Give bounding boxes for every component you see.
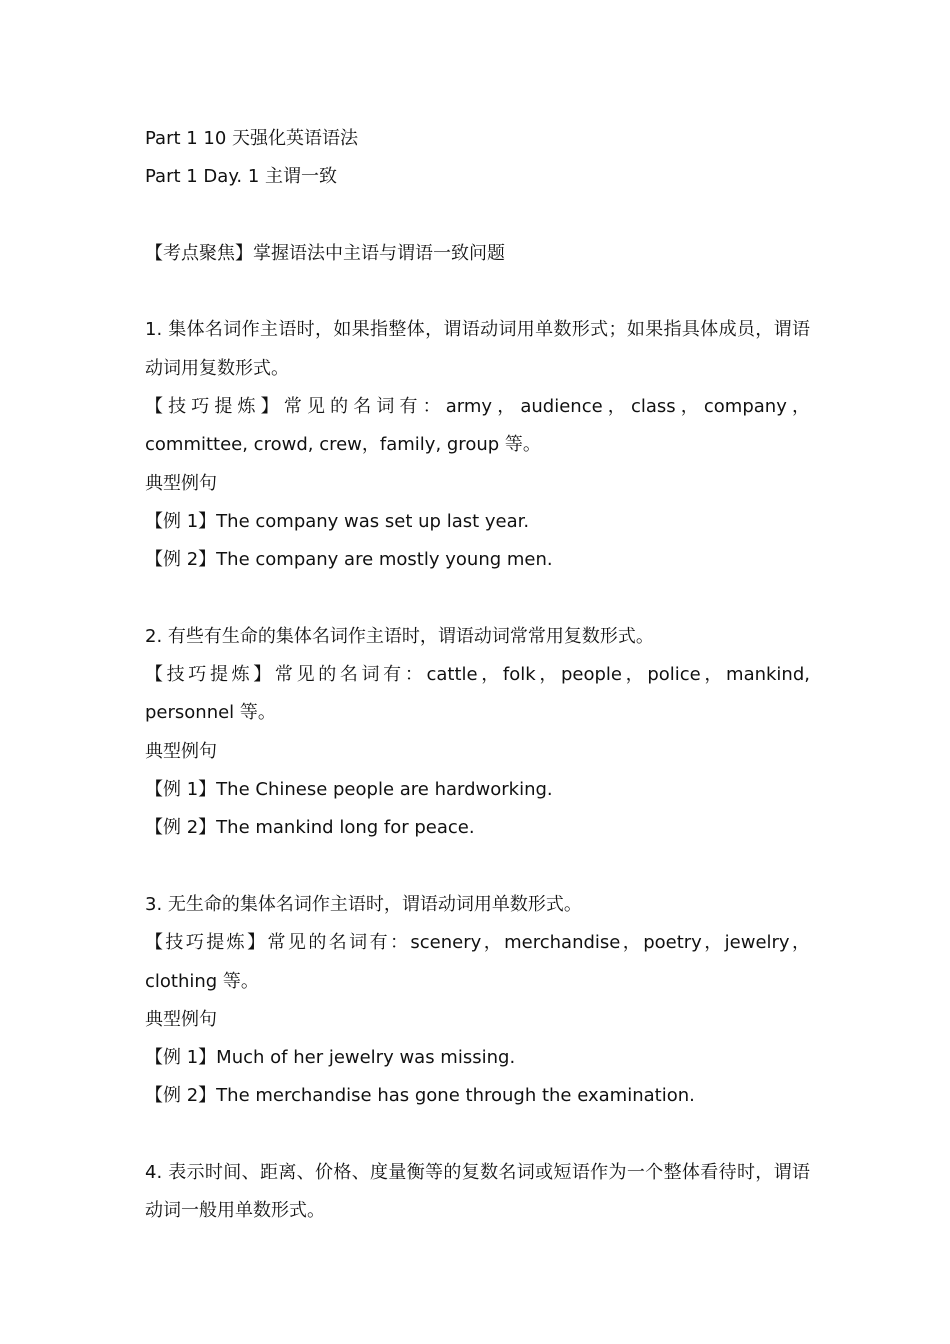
spacer	[145, 580, 810, 618]
examples-label-2: 典型例句	[145, 740, 217, 762]
document-title: Part 1 10 天强化英语语法	[145, 128, 359, 149]
example-1-2: 【例 2】The company are mostly young men.	[145, 549, 553, 571]
spacer	[145, 848, 810, 886]
rule-2: 2. 有些有生命的集体名词作主语时，谓语动词常常用复数形式。	[145, 625, 654, 647]
rule-4: 4. 表示时间、距离、价格、度量衡等的复数名词或短语作为一个整体看待时，谓语动词一般用单数形式。	[145, 1162, 810, 1222]
example-3-2: 【例 2】The merchandise has gone through the examination.	[145, 1085, 695, 1107]
tip-1: 【技巧提炼】常见的名词有：army，audience，class，company，committee, crowd, crew，family, group 等。	[145, 396, 810, 456]
example-3-1: 【例 1】Much of her jewelry was missing.	[145, 1047, 516, 1069]
document-body	[145, 120, 810, 1231]
rule-1: 1. 集体名词作主语时，如果指整体，谓语动词用单数形式；如果指具体成员，谓语动词用复数形式。	[145, 319, 810, 379]
focus-heading: 【考点聚焦】掌握语法中主语与谓语一致问题	[145, 242, 505, 264]
examples-label-1: 典型例句	[145, 472, 217, 494]
example-2-2: 【例 2】The mankind long for peace.	[145, 817, 475, 839]
tip-3: 【技巧提炼】常见的名词有：scenery，merchandise，poetry，jewelry，clothing 等。	[145, 932, 810, 992]
example-2-1: 【例 1】The Chinese people are hardworking.	[145, 779, 553, 801]
example-1-1: 【例 1】The company was set up last year.	[145, 510, 530, 532]
rule-3: 3. 无生命的集体名词作主语时，谓语动词用单数形式。	[145, 893, 582, 915]
spacer	[145, 1116, 810, 1154]
spacer	[145, 273, 810, 311]
spacer	[145, 197, 810, 235]
examples-label-3: 典型例句	[145, 1008, 217, 1030]
document-subtitle: Part 1 Day. 1 主谓一致	[145, 166, 338, 188]
tip-2: 【技巧提炼】常见的名词有：cattle，folk，people，police，mankind, personnel 等。	[145, 664, 810, 724]
